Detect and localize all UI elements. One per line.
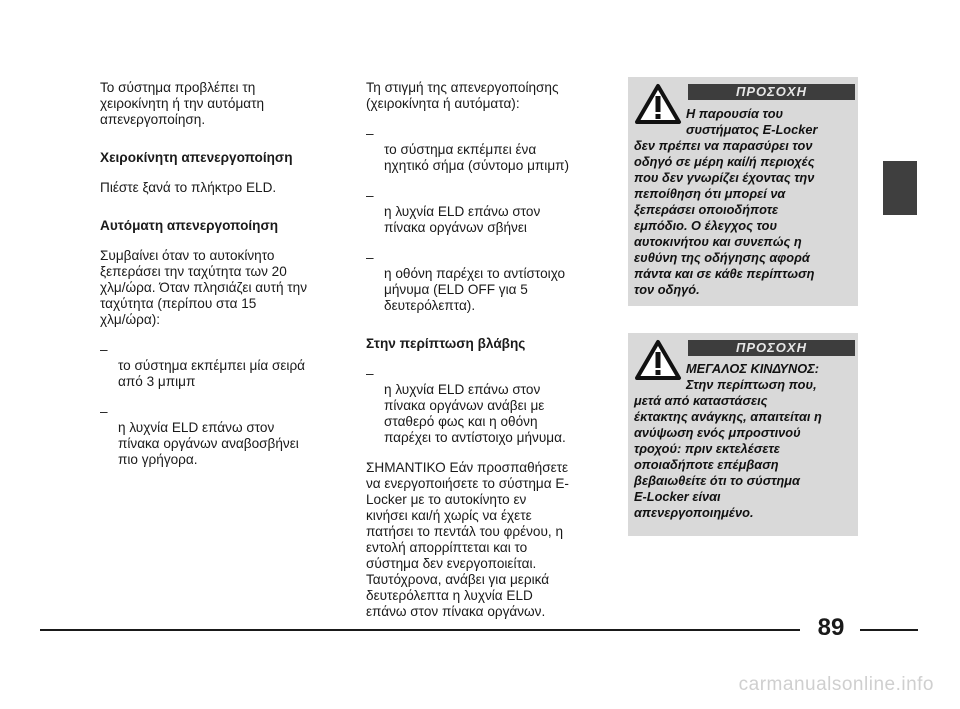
warning-banner: ΠΡΟΣΟΧΗ [688,84,855,100]
intro-text: Το σύστημα προβλέπει τη χειροκίνητη ή την αυτόματη απενεργοποίηση. [100,80,265,127]
watermark-text: carmanualsonline.info [738,674,934,695]
warning-lead-text: ΜΕΓΑΛΟΣ ΚΙΝΔΥΝΟΣ: Στην περίπτωση που, [686,361,820,392]
list-item: – η λυχνία ELD επάνω στον πίνακα οργάνων σβήνει [366,188,541,235]
deactivation-moment-text: Τη στιγμή της απενεργοποίησης (χειροκίνητα ή αυτόματα): [366,80,559,111]
manual-deactivation-heading: Χειροκίνητη απενεργοποίηση [100,150,293,165]
warning-lead-text: Η παρουσία του συστήματος E-Locker [686,106,818,137]
warning-box [628,77,858,306]
list-item: – το σύστημα εκπέμπει ένα ηχητικό σήμα (σύντομο μπιμπ) [366,126,570,173]
list-item-text: η οθόνη παρέχει το αντίστοιχο μήνυμα (ELD OFF για 5 δευτερόλεπτα). [384,266,566,313]
list-item: – το σύστημα εκπέμπει μία σειρά από 3 μπιμπ [100,342,306,389]
warning-body-text: μετά από καταστάσεις έκτακτης ανάγκης, απαιτείται η ανύψωση ενός μπροστινού τροχού: πριν εκτελέσετε οποιαδήποτε επέμβαση βεβαιωθείτε ότι το σύστημα E-Locker είναι απενεργοποιημένο. [634,393,822,520]
warning-body-text: δεν πρέπει να παρασύρει τον οδηγό σε μέρη καί/ή περιοχές που δεν γνωρίζει έχοντας την πεποίθηση ότι μπορεί να ξεπεράσει οποιοδήποτε εμπόδιο. Ο έλεγχος του αυτοκινήτου και συνεπώς η ευθύνη της οδήγησης αφορά πάντα και σε κάθε περίπτωση τον οδηγό. [634,138,815,297]
list-item-text: το σύστημα εκπέμπει ένα ηχητικό σήμα (σύντομο μπιμπ) [384,142,570,173]
footer-rule-right [860,629,918,631]
warning-box [628,333,858,536]
column-middle [366,80,606,620]
auto-deactivation-heading: Αυτόματη απενεργοποίηση [100,218,279,233]
list-item-text: η λυχνία ELD επάνω στον πίνακα οργάνων ανάβει με σταθερό φως και η οθόνη παρέχει το αντίστοιχο μήνυμα. [384,382,566,445]
section-tab [883,161,917,215]
footer-rule-left [40,629,800,631]
list-item-text: η λυχνία ELD επάνω στον πίνακα οργάνων αναβοσβήνει πιο γρήγορα. [118,420,299,467]
important-note: ΣΗΜΑΝΤΙΚΟ Εάν προσπαθήσετε να ενεργοποιήσετε το σύστημα E- Locker με το αυτοκίνητο εν κινήσει και/ή χωρίς να έχετε πατήσει το πεντάλ του φρένου, η εντολή απορρίπτεται και το σύστημα δεν ενεργοποιείται. Ταυτόχρονα, ανάβει για μερικά δευτερόλεπτα η λυχνία ELD επάνω στον πίνακα οργάνων. [366,460,569,619]
list-item-text: το σύστημα εκπέμπει μία σειρά από 3 μπιμπ [118,358,306,389]
manual-deactivation-text: Πιέστε ξανά το πλήκτρο ELD. [100,180,277,195]
page-number: 89 [817,614,845,641]
failure-heading: Στην περίπτωση βλάβης [366,336,526,351]
column-left [100,80,340,468]
warning-triangle-icon [634,83,682,125]
list-item: – η λυχνία ELD επάνω στον πίνακα οργάνων ανάβει με σταθερό φως και η οθόνη παρέχει το αντίστοιχο μήνυμα. [366,366,566,445]
list-item: – η λυχνία ELD επάνω στον πίνακα οργάνων αναβοσβήνει πιο γρήγορα. [100,404,299,467]
list-item: – η οθόνη παρέχει το αντίστοιχο μήνυμα (ELD OFF για 5 δευτερόλεπτα). [366,250,566,313]
warning-triangle-icon [634,339,682,381]
auto-deactivation-text: Συμβαίνει όταν το αυτοκίνητο ξεπεράσει την ταχύτητα των 20 χλμ/ώρα. Όταν πλησιάζει αυτή την ταχύτητα (περίπου στα 15 χλμ/ώρα): [100,248,308,327]
list-item-text: η λυχνία ELD επάνω στον πίνακα οργάνων σβήνει [384,204,541,235]
warning-banner: ΠΡΟΣΟΧΗ [688,340,855,356]
